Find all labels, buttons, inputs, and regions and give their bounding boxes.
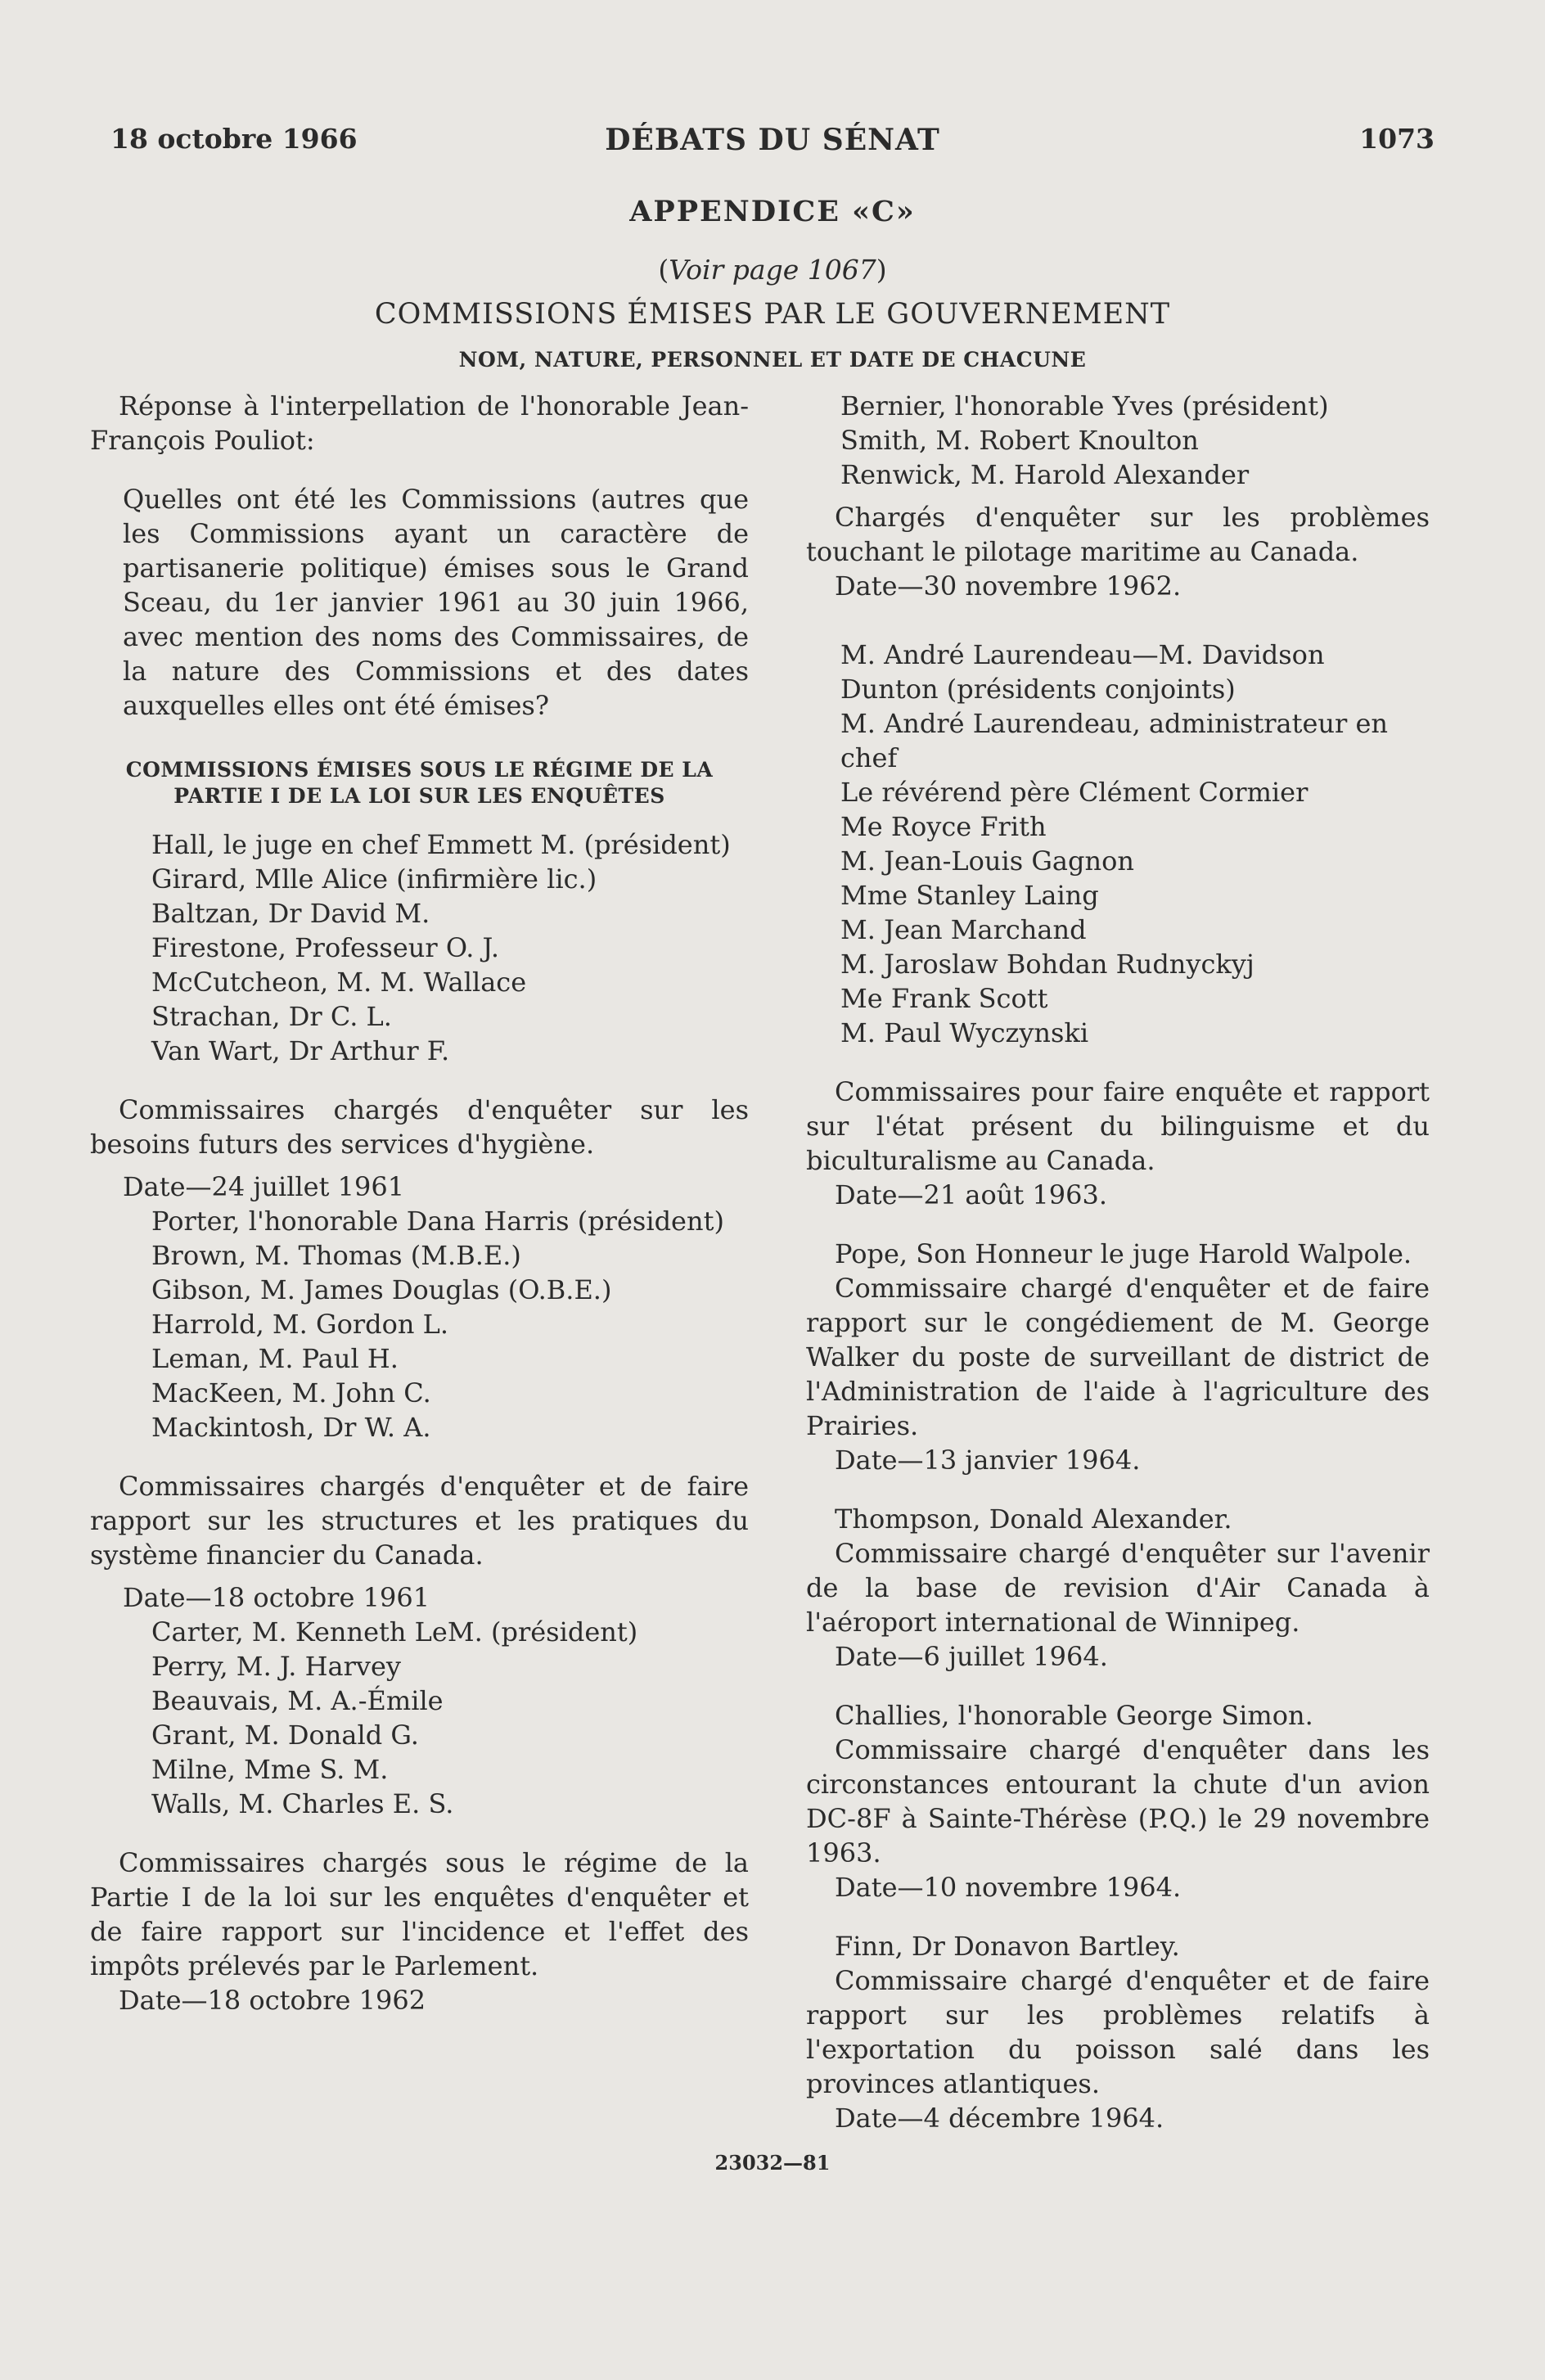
commission-description: Commissaire chargé d'enquêter et de faire rapport sur le congédiement de M. George Walker du poste de surveillant de district de l'Administration de l'aide à l'agriculture des Prairies. — [806, 1273, 1430, 1441]
commission-date: Date—13 janvier 1964. — [835, 1445, 1141, 1476]
name-entry: Perry, M. J. Harvey — [151, 1651, 401, 1682]
header-title: DÉBATS DU SÉNAT — [605, 123, 940, 157]
name-entry: M. Jaroslaw Bohdan Rudnyckyj — [840, 949, 1254, 980]
name-list-3 — [90, 1615, 749, 1821]
name-entry: Brown, M. Thomas (M.B.E.) — [151, 1240, 521, 1271]
name-entry: M. Jean Marchand — [840, 914, 1087, 945]
name-entry: Mackintosh, Dr W. A. — [151, 1412, 431, 1443]
name-entry: Van Wart, Dr Arthur F. — [151, 1035, 450, 1066]
header-date: 18 octobre 1966 — [110, 123, 358, 155]
name-entry: Gibson, M. James Douglas (O.B.E.) — [151, 1274, 612, 1305]
intro-paragraph: Réponse à l'interpellation de l'honorable Jean-François Pouliot: — [90, 390, 749, 456]
commission-description: Commissaires chargés d'enquêter sur les besoins futurs des services d'hygiène. — [90, 1094, 749, 1160]
right-column — [806, 389, 1430, 2135]
name-entry: Me Frank Scott — [840, 983, 1048, 1014]
commission-description: Chargés d'enquêter sur les problèmes touchant le pilotage maritime au Canada. — [806, 502, 1430, 567]
left-column — [90, 389, 749, 2017]
name-entry: Beauvais, M. A.-Émile — [151, 1685, 444, 1716]
commission-date: Date—6 juillet 1964. — [835, 1641, 1108, 1672]
name-entry: Walls, M. Charles E. S. — [151, 1788, 454, 1819]
name-entry: Leman, M. Paul H. — [151, 1343, 399, 1374]
name-entry: Smith, M. Robert Knoulton — [840, 425, 1199, 456]
name-entry: MacKeen, M. John C. — [151, 1377, 431, 1409]
name-entry: M. Paul Wyczynski — [840, 1017, 1089, 1048]
commission-date: Date—21 août 1963. — [835, 1179, 1108, 1210]
commission-date: Date—10 novembre 1964. — [835, 1872, 1182, 1903]
commission-description: Commissaire chargé d'enquêter et de faire rapport sur les problèmes relatifs à l'exportation du poisson salé dans les provinces atlantiques. — [806, 1965, 1430, 2099]
name-entry: Baltzan, Dr David M. — [151, 898, 430, 929]
name-entry: Bernier, l'honorable Yves (président) — [840, 390, 1329, 421]
name-entry: Mme Stanley Laing — [840, 880, 1099, 911]
commission-description: Commissaire chargé d'enquêter dans les circonstances entourant la chute d'un avion DC-8F à Sainte-Thérèse (P.Q.) le 29 novembre 1963. — [806, 1734, 1430, 1868]
commissioner-name: Finn, Dr Donavon Bartley. — [835, 1931, 1180, 1962]
commission-date: Date—30 novembre 1962. — [835, 570, 1182, 602]
commissioner-name: Challies, l'honorable George Simon. — [835, 1700, 1313, 1731]
commission-date: Date—18 octobre 1962 — [119, 1985, 426, 2016]
main-title: COMMISSIONS ÉMISES PAR LE GOUVERNEMENT — [374, 298, 1171, 331]
footer-code: 23032—81 — [714, 2151, 831, 2175]
name-entry: Renwick, M. Harold Alexander — [840, 459, 1250, 490]
name-list-1 — [90, 827, 749, 1068]
name-list-4 — [806, 389, 1430, 492]
commission-description: Commissaires pour faire enquête et rapport sur l'état présent du bilinguisme et du biculturalisme au Canada. — [806, 1076, 1430, 1176]
name-entry: Firestone, Professeur O. J. — [151, 932, 500, 963]
section-heading: COMMISSIONS ÉMISES SOUS LE RÉGIME DE LA PARTIE I DE LA LOI SUR LES ENQUÊTES — [125, 758, 714, 808]
name-entry: M. André Laurendeau, administrateur en chef — [840, 708, 1389, 773]
commissioner-name: Thompson, Donald Alexander. — [835, 1503, 1232, 1535]
commissioner-name: Pope, Son Honneur le juge Harold Walpole. — [835, 1238, 1412, 1269]
commission-date: Date—4 décembre 1964. — [835, 2103, 1164, 2134]
commission-description: Commissaires chargés sous le régime de la Partie I de la loi sur les enquêtes d'enquêter et de faire rapport sur l'incidence et l'effet des impôts prélevés par le Parlement. — [90, 1847, 749, 1981]
name-entry: Hall, le juge en chef Emmett M. (président) — [151, 829, 731, 860]
name-entry: McCutcheon, M. M. Wallace — [151, 967, 527, 998]
name-entry: Carter, M. Kenneth LeM. (président) — [151, 1616, 638, 1648]
appendix-title: APPENDICE «C» — [629, 195, 916, 228]
commission-description: Commissaire chargé d'enquêter sur l'avenir de la base de revision d'Air Canada à l'aéroport international de Winnipeg. — [806, 1538, 1430, 1638]
commission-date: Date—24 juillet 1961 — [123, 1171, 405, 1202]
name-list-2 — [90, 1204, 749, 1445]
name-list-5 — [806, 638, 1430, 1050]
see-reference: (Voir page 1067) — [658, 254, 887, 286]
commission-description: Commissaires chargés d'enquêter et de faire rapport sur les structures et les pratiques du système financier du Canada. — [90, 1471, 749, 1571]
name-entry: Me Royce Frith — [840, 811, 1047, 842]
name-entry: Milne, Mme S. M. — [151, 1754, 389, 1785]
question-paragraph: Quelles ont été les Commissions (autres que les Commissions ayant un caractère de partisanerie politique) émises sous le Grand Sceau, du 1er janvier 1961 au 30 juin 1966, avec mention des noms des Commissaires, de la nature des Commissions et des dates auxquelles elles ont été émises? — [123, 484, 749, 721]
name-entry: Harrold, M. Gordon L. — [151, 1309, 449, 1340]
name-entry: M. André Laurendeau—M. Davidson Dunton (présidents conjoints) — [840, 639, 1325, 705]
name-entry: Porter, l'honorable Dana Harris (président) — [151, 1206, 724, 1237]
sub-title: NOM, NATURE, PERSONNEL ET DATE DE CHACUNE — [458, 348, 1087, 372]
commission-date: Date—18 octobre 1961 — [123, 1582, 430, 1613]
page-number: 1073 — [1359, 123, 1435, 155]
name-entry: Le révérend père Clément Cormier — [840, 777, 1309, 808]
name-entry: Strachan, Dr C. L. — [151, 1001, 392, 1032]
name-entry: M. Jean-Louis Gagnon — [840, 845, 1134, 877]
name-entry: Grant, M. Donald G. — [151, 1720, 419, 1751]
name-entry: Girard, Mlle Alice (infirmière lic.) — [151, 863, 597, 895]
